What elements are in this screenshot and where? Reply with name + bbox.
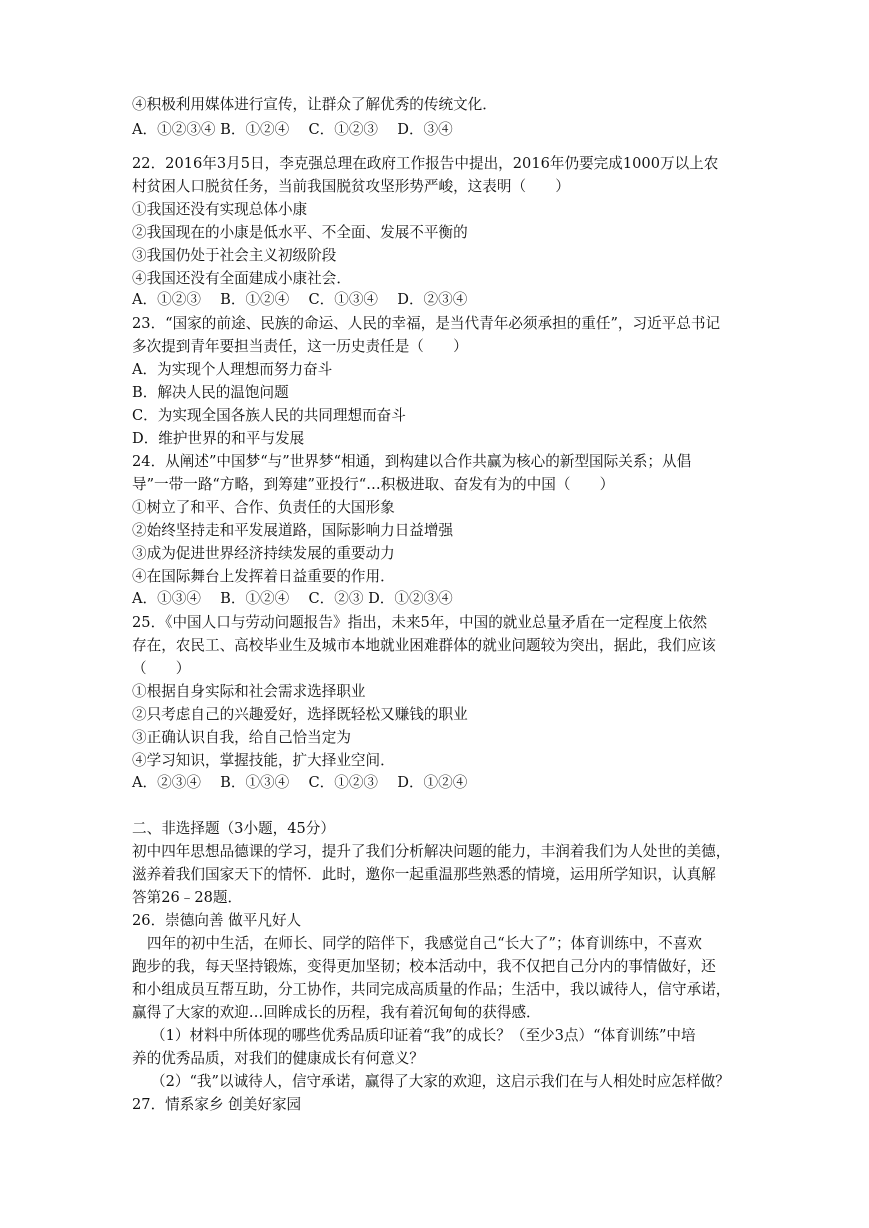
option-line: ②只考虑自己的兴趣爱好，选择既轻松又赚钱的职业 [132, 706, 468, 723]
material-paragraph: 四年的初中生活，在师长、同学的陪伴下，我感觉自己“长大了”；体育训练中，不喜欢 [147, 935, 702, 952]
question-25-stem: （ ） [132, 660, 191, 677]
option-line: D．维护世界的和平与发展 [132, 430, 305, 447]
answer-choices: A．②③④ B．①③④ C．①②③ D．①②④ [132, 774, 468, 791]
option-line: ③正确认识自我，给自己恰当定为 [132, 729, 351, 746]
question-23-stem: 23．“国家的前途、民族的命运、人民的幸福，是当代青年必须承担的重任”，习近平总书记 [132, 315, 721, 332]
question-26-title: 26．崇德向善 做平凡好人 [132, 912, 302, 929]
option-line: ①根据自身实际和社会需求选择职业 [132, 683, 366, 700]
question-23-stem: 多次提到青年要担当责任，这一历史责任是（ ） [132, 338, 468, 355]
material-paragraph: 和小组成员互帮互助，分工协作，共同完成高质量的作品；生活中，我以诚待人，信守承诺， [132, 981, 731, 998]
sub-question-1: 养的优秀品质，对我们的健康成长有何意义？ [132, 1050, 424, 1067]
answer-choices: A．①②③ B．①②④ C．①③④ D．②③④ [132, 291, 468, 308]
answer-choices: A．①③④ B．①②④ C．②③ D．①②③④ [132, 590, 453, 607]
option-line: C．为实现全国各族人民的共同理想而奋斗 [132, 407, 406, 424]
material-paragraph: 跑步的我，每天坚持锻炼，变得更加坚韧；校本活动中，我不仅把自己分内的事情做好，还 [132, 958, 716, 975]
question-27-title: 27．情系家乡 创美好家园 [132, 1096, 302, 1113]
question-24-stem: 导”一带一路“方略，到筹建”亚投行“…积极进取、奋发有为的中国（ ） [132, 476, 615, 493]
option-line: ②始终坚持走和平发展道路，国际影响力日益增强 [132, 522, 454, 539]
question-22-stem: 22．2016年3月5日，李克强总理在政府工作报告中提出，2016年仍要完成1000万以上农 [132, 155, 719, 172]
option-line: ①我国还没有实现总体小康 [132, 201, 308, 218]
option-line: A．为实现个人理想而努力奋斗 [132, 361, 333, 378]
sub-question-1: （1）材料中所体现的哪些优秀品质印证着“我”的成长？（至少3点）“体育训练”中培 [151, 1027, 696, 1044]
question-22-stem: 村贫困人口脱贫任务，当前我国脱贫攻坚形势严峻，这表明（ ） [132, 178, 570, 195]
option-line: B．解决人民的温饱问题 [132, 384, 289, 401]
intro-paragraph: 初中四年思想品德课的学习，提升了我们分析解决问题的能力，丰润着我们为人处世的美德， [132, 843, 731, 860]
question-25-stem: 存在，农民工、高校毕业生及城市本地就业困难群体的就业问题较为突出，据此，我们应该 [132, 637, 716, 654]
option-line: ③成为促进世界经济持续发展的重要动力 [132, 545, 395, 562]
sub-question-2: （2）“我”以诚待人，信守承诺，赢得了大家的欢迎，这启示我们在与人相处时应怎样做？ [151, 1073, 730, 1090]
option-line: ②我国现在的小康是低水平、不全面、发展不平衡的 [132, 224, 468, 241]
question-25-stem: 25．《中国人口与劳动问题报告》指出，未来5年，中国的就业总量矛盾在一定程度上依然 [132, 614, 708, 631]
option-line: ④我国还没有全面建成小康社会． [132, 270, 351, 287]
material-paragraph: 赢得了大家的欢迎…回眸成长的历程，我有着沉甸甸的获得感． [132, 1004, 541, 1021]
option-line: ④积极利用媒体进行宣传，让群众了解优秀的传统文化． [132, 96, 497, 113]
intro-paragraph: 滋养着我们国家天下的情怀．此时，邀你一起重温那些熟悉的情境，运用所学知识，认真解 [132, 866, 716, 883]
intro-paragraph: 答第26﹣28题． [132, 889, 243, 906]
question-24-stem: 24．从阐述”中国梦“与”世界梦“相通，到构建以合作共赢为核心的新型国际关系；从倡 [132, 453, 692, 470]
option-line: ④学习知识，掌握技能，扩大择业空间． [132, 752, 395, 769]
option-line: ①树立了和平、合作、负责任的大国形象 [132, 499, 395, 516]
section-heading: 二、非选择题（3小题，45分） [132, 820, 335, 837]
option-line: ④在国际舞台上发挥着日益重要的作用． [132, 568, 395, 585]
option-line: ③我国仍处于社会主义初级阶段 [132, 247, 337, 264]
answer-choices: A．①②③④ B．①②④ C．①②③ D．③④ [132, 121, 453, 138]
